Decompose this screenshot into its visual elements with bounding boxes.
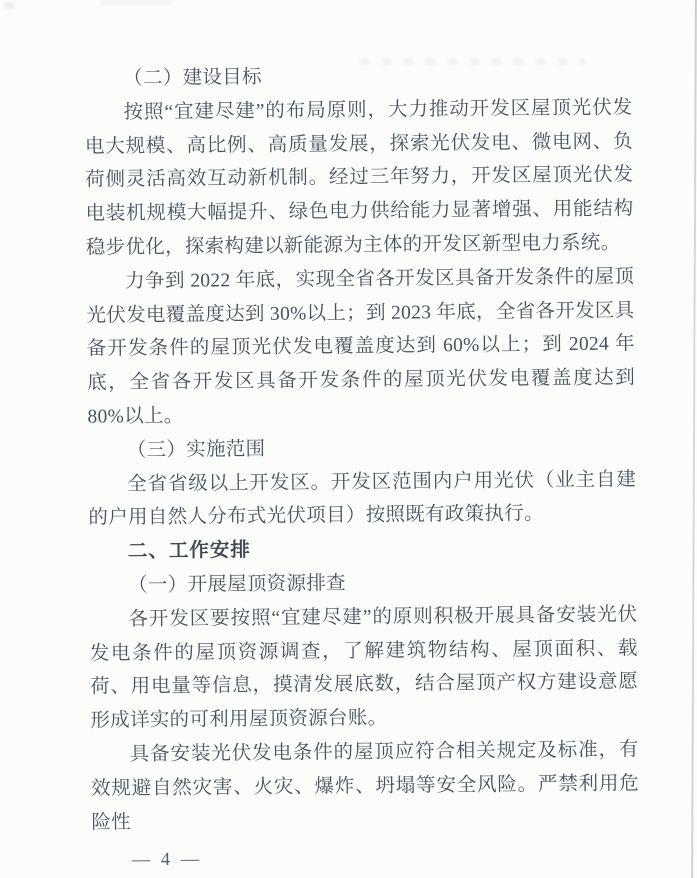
scan-artifact [4, 3, 14, 8]
section-heading-work-plan: 二、工作安排 [127, 539, 251, 563]
paragraph-build-goals-1: 按照“宜建尽建”的布局原则，大力推动开发区屋顶光伏发电大规模、高比例、高质量发展，探索光伏发电、微电网、负荷侧灵活高效互动新机制。经过三年努力，开发区屋顶光伏发电装机规模大幅提升、绿色电力供给能力显著增强、用能结构稳步优化，探索构建以新能源为主体的开发区新型电力系统。 [84, 97, 634, 259]
section-heading-roof-survey: （一）开展屋顶资源排查 [128, 573, 347, 597]
paragraph-roof-survey-2: 具备安装光伏发电条件的屋顶应符合相关规定及标准，有效规避自然灾害、火灾、爆炸、坍塌等安全风险。严禁利用危险性 [90, 739, 640, 834]
paragraph-scope: 全省省级以上开发区。开发区范围内户用光伏（业主自建的户用自然人分布式光伏项目）按照既有政策执行。 [88, 468, 637, 529]
paragraph-build-goals-2: 力争到 2022 年底，实现全省各开发区具备开发条件的屋顶光伏发电覆盖度达到 30%以上；到 2023 年底，全省各开发区具备开发条件的屋顶光伏发电覆盖度达到 60%以上；到 2024 年底，全省各开发区具备开发条件的屋顶光伏发电覆盖度达到 80%以上。 [86, 266, 636, 428]
section-heading-scope: （三）实施范围 [126, 438, 266, 462]
paragraph-roof-survey-1: 各开发区要按照“宜建尽建”的原则积极开展具备安装光伏发电条件的屋顶资源调查，了解建筑物结构、屋顶面积、载荷、用电量等信息，摸清发展底数，结合屋顶产权方建设意愿形成详实的可利用屋顶资源台账。 [89, 604, 639, 732]
scan-artifact [100, 1, 170, 5]
document-body [84, 57, 640, 878]
page-number: — 4 — [131, 849, 203, 871]
section-heading-build-goals: （二）建设目标 [123, 66, 262, 90]
scan-edge-shadow [691, 0, 697, 878]
